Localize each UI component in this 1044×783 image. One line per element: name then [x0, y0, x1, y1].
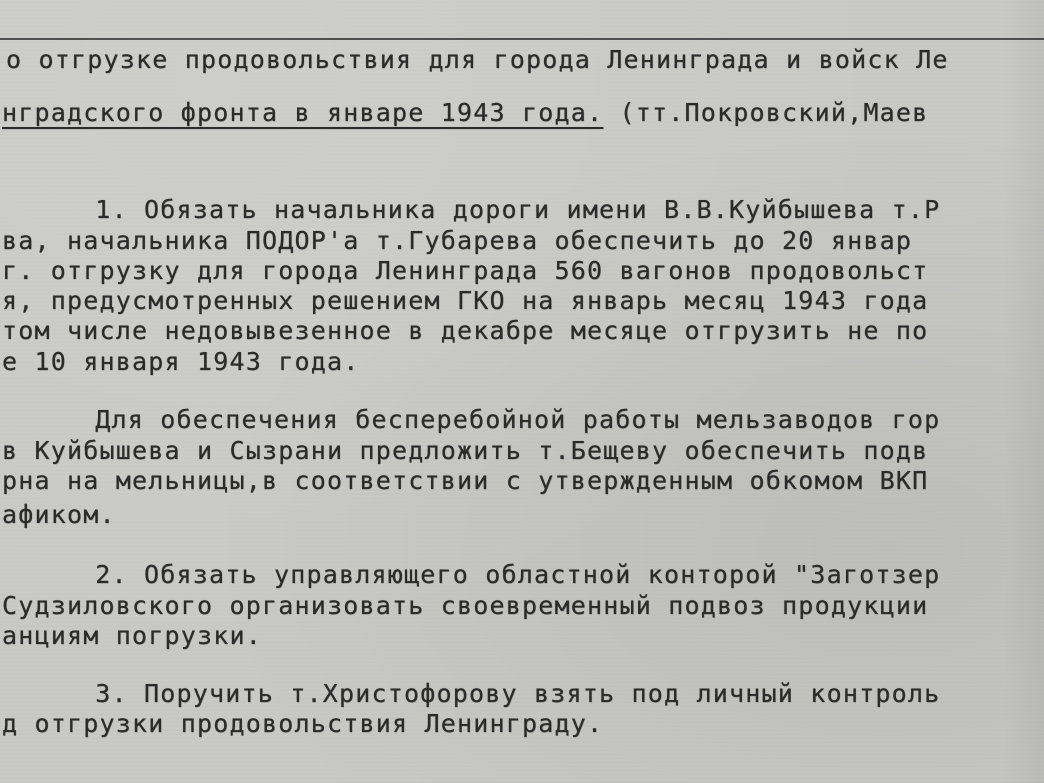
- paragraph-2-line-1: Для обеспечения бесперебойной работы мельзаводов гор: [14, 405, 941, 434]
- paragraph-3-line-2: Судзиловского организовать своевременный подвоз продукции: [2, 591, 929, 620]
- paragraph-1-line-2: ва, начальника ПОДОР'а т.Губарева обеспечить до 20 январ: [2, 226, 913, 255]
- paragraph-1-line-4: я, предусмотренных решением ГКО на январь месяц 1943 года: [2, 286, 929, 315]
- paragraph-1-line-6: е 10 января 1943 года.: [2, 347, 360, 376]
- header-line-1: о отгрузке продовольствия для города Ленинграда и войск Ле: [6, 45, 949, 74]
- paragraph-1-line-5: том числе недовывезенное в декабре месяце отгрузить не по: [2, 316, 929, 345]
- header-line-2-rest: (тт.Покровский,Маев: [603, 98, 929, 127]
- paragraph-4-line-2: д отгрузки продовольствия Ленинграду.: [2, 709, 604, 738]
- header-rule: [0, 38, 1044, 40]
- paragraph-2-line-4: афиком.: [2, 500, 116, 529]
- paragraph-3-line-1: 2. Обязать управляющего областной конторой "Заготзер: [14, 560, 941, 589]
- paragraph-1-line-1: 1. Обязать начальника дороги имени В.В.Куйбышева т.Р: [14, 195, 941, 224]
- paragraph-1-line-3: г. отгрузку для города Ленинграда 560 вагонов продовольст: [2, 256, 929, 285]
- paragraph-4-line-1: 3. Поручить т.Христофорову взять под личный контроль: [14, 679, 941, 708]
- paragraph-2-line-3: рна на мельницы,в соответствии с утвержденным обкомом ВКП: [2, 466, 929, 495]
- paragraph-2-line-2: в Куйбышева и Сызрани предложить т.Бещеву обеспечить подв: [2, 436, 929, 465]
- header-line-2-underlined: нградского фронта в январе 1943 года.: [2, 98, 604, 127]
- paragraph-3-line-3: анциям погрузки.: [2, 621, 263, 650]
- page-edge-shadow: [1004, 0, 1044, 783]
- header-line-2: [2, 98, 928, 128]
